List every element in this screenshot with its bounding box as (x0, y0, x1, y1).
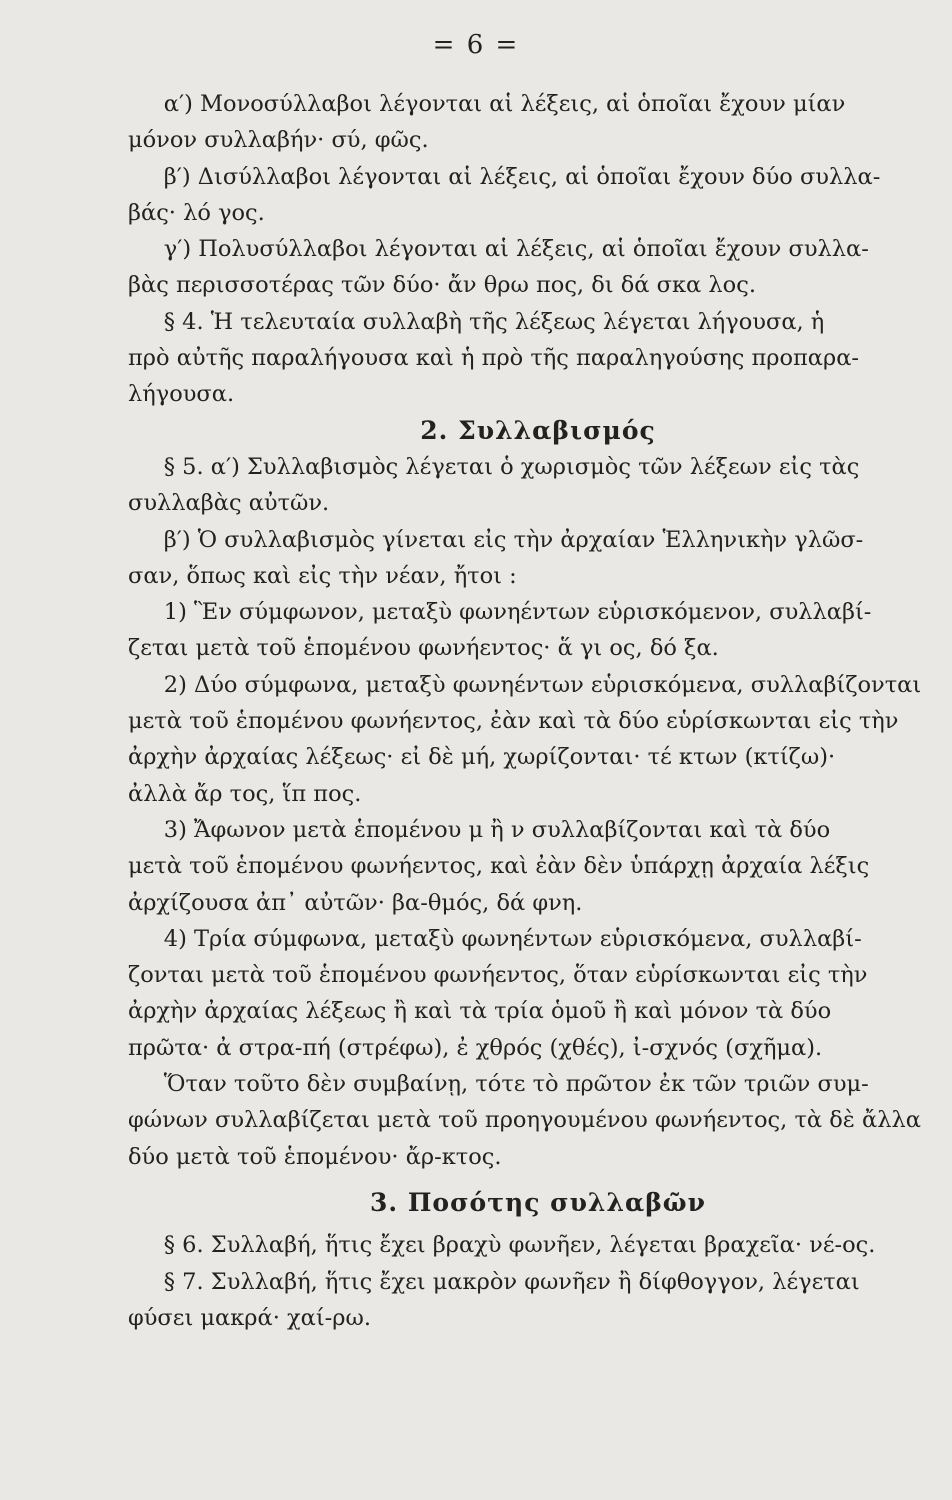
text-line: πρὸ αὐτῆς παραλήγουσα καὶ ἡ πρὸ τῆς παραληγούσης προπαρα- (128, 345, 860, 372)
text-line: σαν, ὅπως καὶ εἰς τὴν νέαν, ἤτοι : (128, 562, 517, 589)
text-line: β′) Δισύλλαβοι λέγονται αἱ λέξεις, αἱ ὁποῖαι ἔχουν δύο συλλα- (128, 163, 881, 190)
text-line: συλλαβὰς αὐτῶν. (128, 490, 330, 517)
text-line: ζεται μετὰ τοῦ ἑπομένου φωνήεντος· ἅ γι ος, δό ξα. (128, 635, 719, 662)
text-line: 4) Τρία σύμφωνα, μεταξὺ φωνηέντων εὑρισκόμενα, συλλαβί- (128, 925, 862, 952)
text-line: ζονται μετὰ τοῦ ἑπομένου φωνήεντος, ὅταν εὑρίσκωνται εἰς τὴν (128, 962, 868, 989)
text-line: ἀλλὰ ἄρ τος, ἵπ πος. (128, 780, 362, 807)
text-line: φώνων συλλαβίζεται μετὰ τοῦ προηγουμένου φωνήεντος, τὰ δὲ ἄλλα (128, 1107, 921, 1134)
text-line: μόνον συλλαβήν· σύ, φῶς. (128, 127, 429, 154)
text-line: δύο μετὰ τοῦ ἑπομένου· ἄρ-κτος. (128, 1143, 502, 1170)
text-line: πρῶτα· ἀ στρα-πή (στρέφω), ἐ χθρός (χθές), ἰ-σχνός (σχῆμα). (128, 1034, 823, 1061)
text-line: § 5. α′) Συλλαβισμὸς λέγεται ὁ χωρισμὸς τῶν λέξεων εἰς τὰς (128, 453, 860, 480)
text-line: § 4. Ἡ τελευταία συλλαβὴ τῆς λέξεως λέγεται λήγουσα, ἡ (128, 308, 825, 335)
text-line: μετὰ τοῦ ἑπομένου φωνήεντος, καὶ ἐὰν δὲν ὑπάρχῃ ἀρχαία λέξις (128, 853, 870, 880)
text-line: ἀρχὴν ἀρχαίας λέξεως· εἰ δὲ μή, χωρίζονται· τέ κτων (κτίζω)· (128, 744, 836, 771)
text-line: βὰς περισσοτέρας τῶν δύο· ἄν θρω πος, δι δά σκα λος. (128, 272, 756, 299)
text-line: 2) Δύο σύμφωνα, μεταξὺ φωνηέντων εὑρισκόμενα, συλλαβίζονται (128, 671, 922, 698)
section-heading-3: 3. Ποσότης συλλαβῶν (370, 1187, 706, 1217)
page-number: = 6 = (432, 30, 520, 60)
text-line: § 6. Συλλαβή, ἥτις ἔχει βραχὺ φωνῆεν, λέγεται βραχεῖα· νέ-ος. (128, 1232, 876, 1259)
spacer (128, 1175, 918, 1185)
text-line: βάς· λό γος. (128, 199, 265, 226)
text-line: α′) Μονοσύλλαβοι λέγονται αἱ λέξεις, αἱ ὁποῖαι ἔχουν μίαν (128, 91, 846, 117)
page-body (128, 86, 922, 1336)
text-line: γ′) Πολυσύλλαβοι λέγονται αἱ λέξεις, αἱ ὁποῖαι ἔχουν συλλα- (128, 236, 869, 263)
text-line: 3) Ἄφωνον μετὰ ἑπομένου μ ἢ ν συλλαβίζονται καὶ τὰ δύο (128, 816, 831, 843)
text-line: Ὅταν τοῦτο δὲν συμβαίνῃ, τότε τὸ πρῶτον ἐκ τῶν τριῶν συμ- (128, 1071, 869, 1098)
text-line: λήγουσα. (128, 381, 235, 408)
text-line: φύσει μακρά· χαί-ρω. (128, 1304, 372, 1331)
text-line: μετὰ τοῦ ἑπομένου φωνήεντος, ἐὰν καὶ τὰ δύο εὑρίσκωνται εἰς τὴν (128, 708, 899, 735)
text-line: ἀρχίζουσα ἀπ᾽ αὐτῶν· βα-θμός, δά φνη. (128, 889, 583, 916)
text-line: β′) Ὁ συλλαβισμὸς γίνεται εἰς τὴν ἀρχαίαν Ἑλληνικὴν γλῶσ- (128, 526, 864, 553)
text-line: 1) Ἓν σύμφωνον, μεταξὺ φωνηέντων εὑρισκόμενον, συλλαβί- (128, 599, 872, 626)
text-line: ἀρχὴν ἀρχαίας λέξεως ἢ καὶ τὰ τρία ὁμοῦ ἢ καὶ μόνον τὰ δύο (128, 998, 832, 1025)
section-heading-2: 2. Συλλαβισμός (420, 415, 656, 445)
text-line: § 7. Συλλαβή, ἥτις ἔχει μακρὸν φωνῆεν ἢ δίφθογγον, λέγεται (128, 1268, 860, 1295)
